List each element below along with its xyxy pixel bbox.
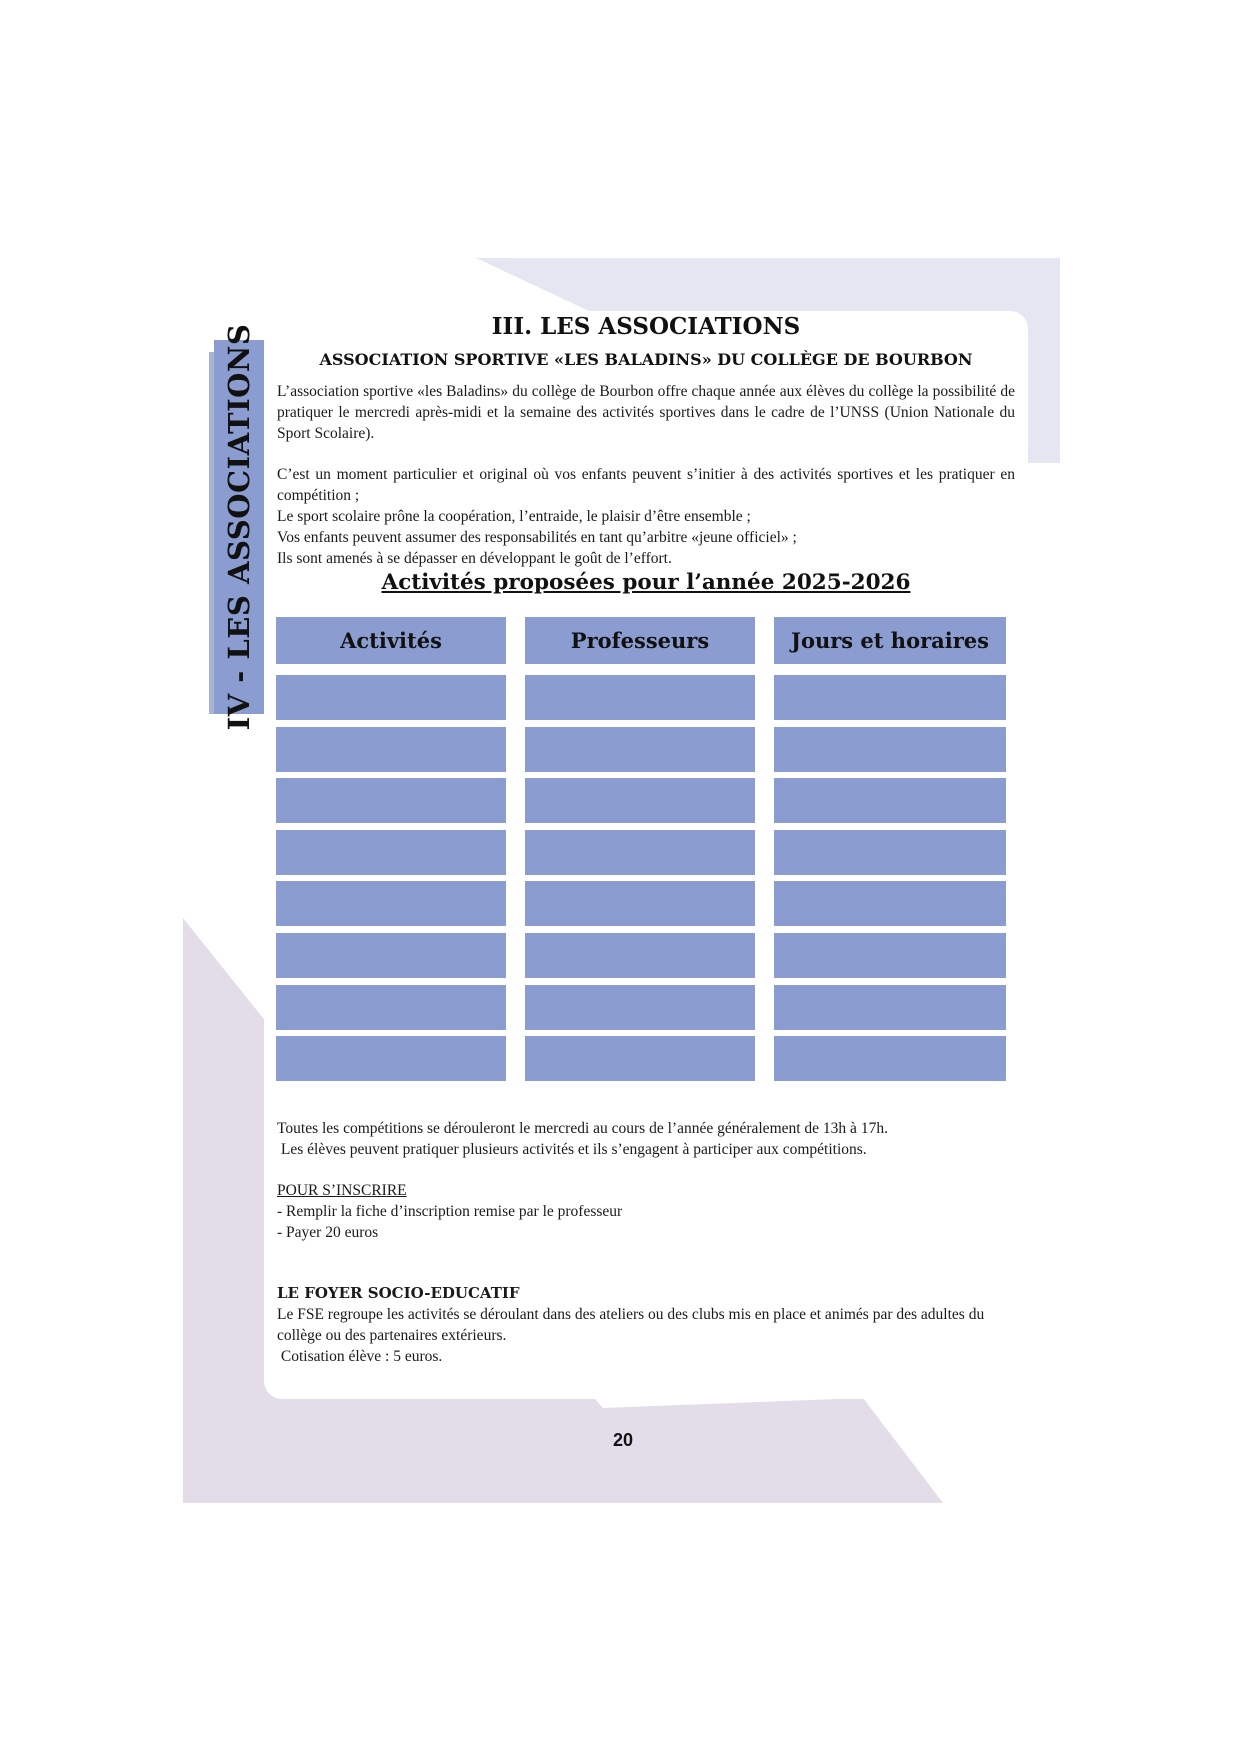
inscription-step-2: - Payer 20 euros	[277, 1224, 379, 1241]
header-professeurs: Professeurs	[525, 617, 755, 664]
fse-text: Le FSE regroupe les activités se déroulant dans des ateliers ou des clubs mis en place et animés par des adultes du collège ou des partenaires extérieurs.	[277, 1306, 985, 1344]
activities-title: Activités proposées pour l’année 2025-2026	[381, 570, 911, 595]
table-cell-horaire-6	[774, 933, 1006, 978]
inscription-step-1: - Remplir la fiche d’inscription remise par le professeur	[277, 1203, 623, 1220]
points-block	[277, 464, 1015, 569]
point-3: Vos enfants peuvent assumer des responsabilités en tant qu’arbitre «jeune officiel» ;	[277, 529, 797, 546]
competitions-line-1: Toutes les compétitions se dérouleront le mercredi au cours de l’année généralement de 13h à 17h.	[277, 1120, 888, 1137]
table-cell-activite-8	[276, 1036, 506, 1081]
activities-table	[276, 617, 1006, 1085]
intro-paragraph: L’association sportive «les Baladins» du collège de Bourbon offre chaque année aux élèves du collège la possibilité de pratiquer le mercredi après-midi et la semaine des activités sportives dans le cadre de l’UNSS (Union Nationale du Sport Scolaire).	[277, 383, 1015, 442]
table-cell-professeur-3	[525, 778, 755, 823]
table-cell-activite-3	[276, 778, 506, 823]
table-cell-professeur-6	[525, 933, 755, 978]
header-jours-horaires: Jours et horaires	[774, 617, 1006, 664]
table-cell-activite-5	[276, 881, 506, 926]
inscription-heading: POUR S’INSCRIRE	[277, 1182, 407, 1199]
table-cell-professeur-7	[525, 985, 755, 1030]
table-cell-horaire-7	[774, 985, 1006, 1030]
competitions-block	[277, 1118, 1015, 1160]
table-cell-activite-4	[276, 830, 506, 875]
page-number: 20	[612, 1430, 634, 1450]
competitions-line-2: Les élèves peuvent pratiquer plusieurs activités et ils s’engagent à participer aux compétitions.	[277, 1141, 867, 1158]
table-cell-activite-1	[276, 675, 506, 720]
fse-cotisation: Cotisation élève : 5 euros.	[277, 1348, 443, 1365]
page-title: III. LES ASSOCIATIONS	[491, 313, 801, 340]
table-cell-activite-7	[276, 985, 506, 1030]
table-cell-horaire-2	[774, 727, 1006, 772]
table-cell-horaire-1	[774, 675, 1006, 720]
side-tab-label: IV - LES ASSOCIATIONS	[222, 323, 256, 731]
table-cell-professeur-8	[525, 1036, 755, 1081]
table-cell-professeur-4	[525, 830, 755, 875]
inscription-block	[277, 1180, 1015, 1243]
table-cell-horaire-5	[774, 881, 1006, 926]
table-cell-activite-2	[276, 727, 506, 772]
point-1: C’est un moment particulier et original où vos enfants peuvent s’initier à des activités sportives et les pratiquer en compétition ;	[277, 466, 1015, 504]
table-cell-horaire-8	[774, 1036, 1006, 1081]
point-4: Ils sont amenés à se dépasser en développant le goût de l’effort.	[277, 550, 672, 567]
fse-block	[277, 1283, 1015, 1367]
table-cell-professeur-2	[525, 727, 755, 772]
table-cell-professeur-1	[525, 675, 755, 720]
fse-heading: LE FOYER SOCIO-EDUCATIF	[277, 1284, 520, 1302]
table-cell-horaire-4	[774, 830, 1006, 875]
table-cell-professeur-5	[525, 881, 755, 926]
table-cell-activite-6	[276, 933, 506, 978]
table-cell-horaire-3	[774, 778, 1006, 823]
header-activites: Activités	[276, 617, 506, 664]
point-2: Le sport scolaire prône la coopération, l’entraide, le plaisir d’être ensemble ;	[277, 508, 751, 525]
section-subtitle: ASSOCIATION SPORTIVE «LES BALADINS» DU COLLÈGE DE BOURBON	[319, 350, 973, 369]
